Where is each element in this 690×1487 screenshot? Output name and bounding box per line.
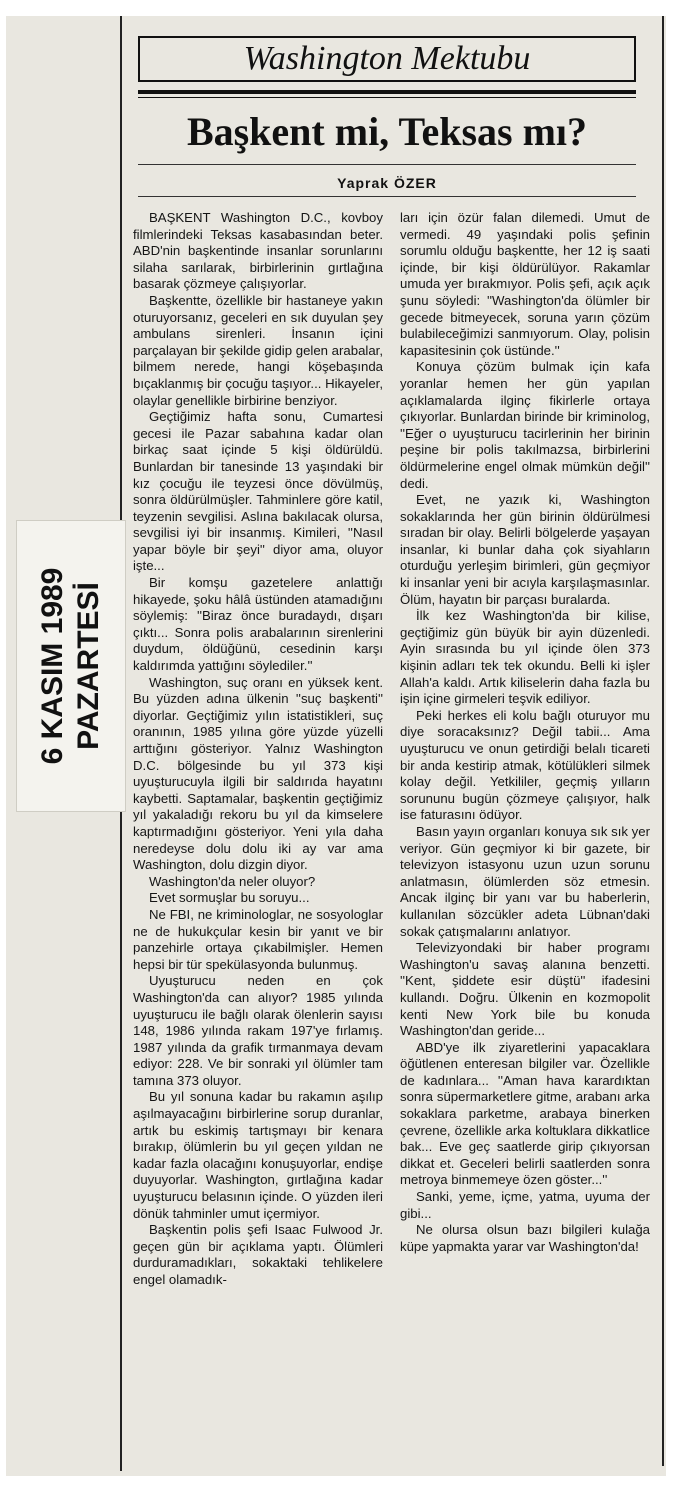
paragraph: Basın yayın organları konuya sık sık yer veriyor. Gün geçmiyor ki bir gazete, bir televizyon istasyonu uzun uzun sorunu anlatmasın, ölümlerden söz etmesin. Ancak ilginç bir yanı var bu haberlerin, kullanılan sözcükler adeta Lübnan'daki sokak çatışmalarını anlatıyor. [400, 823, 650, 939]
byline: Yaprak ÖZER [337, 175, 437, 191]
article-column-right [400, 210, 650, 1450]
date-stamp [16, 520, 126, 812]
column-title-box [138, 36, 636, 82]
paragraph: Bir komşu gazetelere anlattığı hikayede, şoku hâlâ üstünden atamadığını söylemiş: ''Biraz önce buradaydı, dışarı çıktı... Sonra polis arabalarının sirenlerini duydum, öldüğünü, cesedinin karşı kaldırımda yattığını söylediler.'' [133, 575, 383, 674]
paragraph: Başkentin polis şefi Isaac Fulwood Jr. geçen gün bir açıklama yaptı. Ölümleri durduramadıkları, sokaktaki tehlikelere engel olamadık- [133, 1222, 383, 1287]
column-rule-right [662, 16, 664, 1466]
paragraph: Bu yıl sonuna kadar bu rakamın aşılıp aşılmayacağını birbirlerine sorup duranlar, artık bu eskimiş tartışmayı bir kenara bırakıp, ölümlerin bu yıl geçen yıldan ne kadar fazla olacağını konuşuyorlar, endişe duyuyorlar. Washington, gırtlağına kadar uyuşturucu belasının içinde. O yüzden ileri dönük tahminler umut içermiyor. [133, 1089, 383, 1221]
paragraph: Başkentte, özellikle bir hastaneye yakın oturuyorsanız, geceleri en sık duyulan şey ambulans sirenleri. İnsanın içini parçalayan bir şekilde gidip gelen arabalar, bilmem nerede, hangi köşebaşında bıçaklanmış bir çocuğu taşıyor... Hikayeler, olaylar genellikle birbirine benziyor. [133, 292, 383, 408]
paragraph: BAŞKENT Washington D.C., kovboy filmlerindeki Teksas kasabasından beter. ABD'nin başkentinde insanlar sorunlarını silaha sarılarak, birbirlerinin gırtlağına basarak çözmeye çalışıyorlar. [133, 210, 383, 292]
paragraph: ABD'ye ilk ziyaretlerini yapacaklara öğütlenen enteresan bilgiler var. Özellikle de kadınlara... ''Aman hava karardıktan sonra süpermarketlere gitme, arabanı arka sokaklara parketme, arabaya binerken çevrene, özellikle arka koltuklara dikkatlice bak... Eve geç saatlerde girip çıkıyorsan dikkat et. Geceleri belirli saatlerden sonra metroya binmemeye özen göster...'' [400, 1039, 650, 1188]
headline: Başkent mi, Teksas mı? [186, 109, 588, 154]
paragraph: İlk kez Washington'da bir kilise, geçtiğimiz gün büyük bir ayin düzenledi. Ayin sırasında bu yıl içinde ölen 373 kişinin adları tek tek okundu. Belli ki işler Allah'a kaldı. Artık kiliselerin daha fazla bu işin içine girmeleri teşvik ediliyor. [400, 608, 650, 707]
paragraph: Evet, ne yazık ki, Washington sokaklarında her gün birinin öldürülmesi sıradan bir olay. Belirli bölgelerde yaşayan insanlar, ki bunlar daha çok siyahların oturduğu yerleşim birimleri, gün geçmiyor ki insanlar yeni bir acıyla karşılaşmasınlar. Ölüm, hayatın bir parçası buralarda. [400, 492, 650, 607]
paragraph: Ne olursa olsun bazı bilgileri kulağa küpe yapmakta yarar var Washington'da! [400, 1222, 650, 1254]
paragraph: Televizyondaki bir haber programı Washington'u savaş alanına benzetti. ''Kent, şiddete esir düştü'' ifadesini kullandı. Doğru. Ülkenin en kozmopolit kenti New York bile bu konuda Washington'dan geride... [400, 940, 650, 1039]
date-stamp-text [35, 521, 107, 811]
column-title: Washington Mektubu [243, 40, 531, 77]
paragraph: Uyuşturucu neden en çok Washington'da can alıyor? 1985 yılında uyuşturucu ile bağlı olarak ölenlerin sayısı 148, 1986 yılında rakam 197'ye fırlamış. 1987 yılında da grafik tırmanmaya devam ediyor: 228. Ve bir sonraki yıl ölümler tam tamına 373 oluyor. [133, 973, 383, 1088]
paragraph: Konuya çözüm bulmak için kafa yoranlar hemen her gün yapılan açıklamalarda ilginç fikirlerle ortaya çıkıyorlar. Bunlardan birinde bir kriminolog, ''Eğer o uyuşturucu tacirlerinin her birinin peşine bir polis takılmazsa, birbirlerini öldürmelerine engel olmak mümkün değil'' dedi. [400, 359, 650, 491]
paragraph: Geçtiğimiz hafta sonu, Cumartesi gecesi ile Pazar sabahına kadar olan birkaç saat içinde 5 kişi öldürüldü. Bunlardan bir tanesinde 13 yaşındaki bir kız çocuğu ile teyzesi önce dövülmüş, sonra öldürülmüşler. Tahminlere göre katil, teyzenin sevgilisi. Aslına bakılacak olursa, sevgilisi iyi bir insanmış. Kimileri, ''Nasıl yapar böyle bir şeyi'' diyor ama, oluyor işte... [133, 409, 383, 574]
paragraph: ları için özür falan dilemedi. Umut de vermedi. 49 yaşındaki polis şefinin sorumlu olduğu başkentte, her 12 iş saati içinde, bir kişi öldürülüyor. Rakamlar umuda yer bırakmıyor. Polis şefi, açık açık şunu söyledi: ''Washington'da ölümler bir gecede bitmeyecek, soruna yarın çözüm bulabileceğimizi sanmıyorum. Olay, polisin kapasitesinin çok üstünde.'' [400, 210, 650, 358]
paragraph: Evet sormuşlar bu soruyu... [149, 890, 310, 906]
headline-rule [138, 164, 636, 165]
header-rule-thick [138, 90, 636, 94]
article-column-left [133, 210, 383, 1450]
paragraph: Washington'da neler oluyor? [149, 873, 316, 889]
paragraph: Ne FBI, ne kriminologlar, ne sosyologlar ne de hukukçular kesin bir yanıt ve bir panzehirle ortaya çıkabilmişler. Hemen hepsi bir tür spekülasyonda bulunmuş. [133, 906, 383, 972]
byline-rule [138, 196, 636, 197]
paragraph: Washington, suç oranı en yüksek kent. Bu yüzden adına ülkenin ''suç başkenti'' diyorlar. Geçtiğimiz yılın istatistikleri, suç oranının, 1985 yılına göre yüzde yüzelli arttığını gösteriyor. Yalnız Washington D.C. bölgesinde bu yıl 373 kişi uyuşturucuyla ilgili bir saldırıda hayatını kaybetti. Saptamalar, başkentin geçtiğimiz yıl yakaladığı rekoru bu yıl da kimselere kaptırmadığını gösteriyor. Yeni yıla daha neredeyse dolu dolu iki ay var ama Washington, dolu dizgin diyor. [133, 674, 383, 873]
paragraph: Peki herkes eli kolu bağlı oturuyor mu diye soracaksınız? Değil tabii... Ama uyuşturucu ve onun getirdiği belalı ticareti bir anda kestirip atmak, kötülükleri silmek kolay değil. Yetkililer, geçmiş yılların sorununu bugün çözmeye çalışıyor, halk ise faturasını ödüyor. [400, 707, 650, 823]
stamp-day: PAZARTESİ [72, 582, 105, 750]
header-rule-thin [138, 97, 636, 98]
stamp-date: 6 KASIM 1989 [36, 567, 69, 765]
paragraph: Sanki, yeme, içme, yatma, uyuma der gibi... [400, 1189, 650, 1221]
